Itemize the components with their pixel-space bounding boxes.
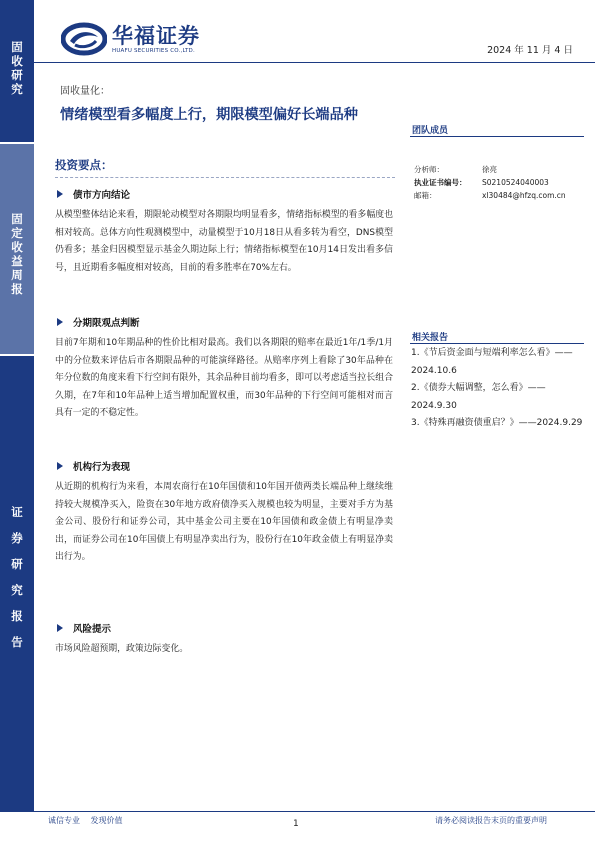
analyst-info — [414, 163, 566, 202]
arrow-bullet-icon — [57, 190, 63, 198]
arrow-bullet-icon — [57, 462, 63, 470]
sidebar-tag-fixed-income-research: 固 收 研 究 — [0, 0, 34, 142]
section-body: 市场风险超预期，政策边际变化。 — [55, 644, 189, 654]
analyst-label: 分析师： — [414, 165, 444, 174]
team-divider — [410, 136, 584, 137]
section-bond-market-direction — [55, 187, 393, 277]
related-reports-heading: 相关报告 — [412, 333, 449, 343]
header-divider — [34, 62, 595, 63]
sidebar-tag-weekly-report: 固 定 收 益 周 报 — [0, 144, 34, 354]
section-title: 机构行为表现 — [73, 462, 131, 473]
license-number: S0210524040003 — [482, 178, 549, 187]
huafu-logo-icon — [61, 22, 107, 56]
analyst-email[interactable]: xl30484@hfzq.com.cn — [482, 191, 566, 200]
footer-disclaimer: 请务必阅读报告末页的重要声明 — [435, 816, 547, 825]
related-reports-list — [411, 345, 587, 433]
section-title: 分期限观点判断 — [73, 318, 140, 329]
section-institution-behavior — [55, 459, 393, 567]
report-title: 情绪模型看多幅度上行，期限模型偏好长端品种 — [60, 107, 358, 123]
section-body: 目前7年期和10年期品种的性价比相对最高。我们以各期限的赔率在最近1年/1季/1月中的分位数来评估后市各期限品种的可能演绎路径。从赔率序列上看除了30年品种在年分位数的角度来看下行空间有限外，其余品种目前均看多，即可以考虑适当拉长组合久期，在7年和10年品种上适当增加配置权重，而30年品种的下行空间可能相对而言具有一定的不稳定性。 — [55, 338, 393, 418]
license-label: 执业证书编号： — [414, 178, 467, 187]
team-heading: 团队成员 — [412, 126, 449, 136]
related-report-item[interactable]: 1.《节后资金面与短端利率怎么看》——2024.10.6 — [411, 348, 573, 376]
report-date: 2024 年 11 月 4 日 — [487, 45, 573, 56]
section-title: 债市方向结论 — [73, 190, 131, 201]
company-logo — [61, 22, 200, 56]
related-report-item[interactable]: 3.《特殊再融资债重启？》——2024.9.29 — [411, 418, 583, 429]
email-label: 邮箱： — [414, 191, 437, 200]
related-report-item[interactable]: 2.《债券大幅调整，怎么看》——2024.9.30 — [411, 383, 546, 411]
left-sidebar — [0, 0, 34, 812]
report-category: 固收量化： — [60, 86, 110, 97]
page-number: 1 — [293, 819, 299, 829]
section-term-view — [55, 315, 393, 423]
sidebar-tag-securities-research-report: 证 券 研 究 报 告 — [0, 356, 34, 812]
key-points-divider — [55, 177, 395, 178]
section-body: 从模型整体结论来看，期限轮动模型对各期限均明显看多，情绪指标模型的看多幅度也相对较高。总体方向性观测模型中，动量模型于10月18日从看多转为看空，DNS模型仍看多；基金归因模型显示基金久期边际上行；情绪指标模型在10月14日发出看多信号，且近期看多幅度相对较高，目前的看多胜率在70%左右。 — [55, 210, 393, 273]
key-points-heading: 投资要点： — [55, 158, 113, 172]
arrow-bullet-icon — [57, 318, 63, 326]
logo-name-cn: 华福证券 — [112, 24, 200, 48]
footer-slogan: 诚信专业 发现价值 — [48, 816, 123, 825]
related-reports-divider — [410, 343, 584, 344]
logo-name-en: HUAFU SECURITIES CO.,LTD. — [112, 48, 195, 54]
section-title: 风险提示 — [73, 624, 112, 635]
arrow-bullet-icon — [57, 624, 63, 632]
analyst-name: 徐亮 — [482, 165, 497, 174]
section-risk-warning — [55, 621, 393, 659]
footer-divider — [34, 811, 595, 812]
section-body: 从近期的机构行为来看，本周农商行在10年国债和10年国开债两类长端品种上继续维持较大规模净买入，险资在30年地方政府债净买入规模也较为明显，主要对手方为基金公司、股份行和证券公司，其中基金公司主要在10年国债和政金债上有明显净卖出，而证券公司在10年国债上有明显净卖出行为，股份行在10年政金债上有明显净卖出行为。 — [55, 482, 393, 562]
